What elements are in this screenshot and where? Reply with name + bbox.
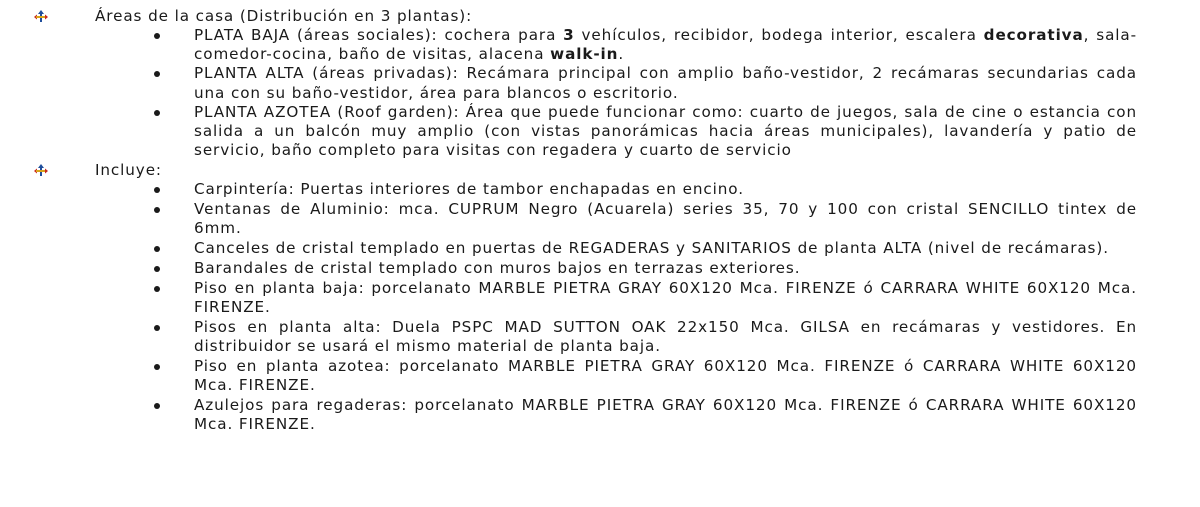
section-heading [0,160,1200,180]
list-item: Azulejos para regaderas: porcelanato MARBLE PIETRA GRAY 60X120 Mca. FIRENZE ó CARRARA WHITE 60X120 Mca. FIRENZE. [194,395,1137,434]
document-body [0,6,1200,435]
list-item: Ventanas de Aluminio: mca. CUPRUM Negro (Acuarela) series 35, 70 y 100 con cristal SENCILLO tintex de 6mm. [194,200,1137,238]
section-areas-de-la-casa [0,6,1200,160]
list-item: Piso en planta baja: porcelanato MARBLE PIETRA GRAY 60X120 Mca. FIRENZE ó CARRARA WHITE 60X120 Mca. FIRENZE. [194,278,1137,317]
list-item: Barandales de cristal templado con muros bajos en terrazas exteriores. [194,259,1137,278]
section-title: Incluye: [95,161,162,180]
list-item: Pisos en planta alta: Duela PSPC MAD SUTTON OAK 22x150 Mca. GILSA en recámaras y vestidores. En distribuidor se usará el mismo material de planta baja. [194,317,1137,356]
list-item: PLANTA ALTA (áreas privadas): Recámara principal con amplio baño-vestidor, 2 recámaras secundarias cada una con su baño-vestidor, área para blancos o escritorio. [194,64,1137,102]
bullet-list [0,26,1200,160]
section-incluye [0,160,1200,434]
list-item: Carpintería: Puertas interiores de tambor enchapadas en encino. [194,180,1137,199]
list-item: PLANTA AZOTEA (Roof garden): Área que puede funcionar como: cuarto de juegos, sala de cine o estancia con salida a un balcón muy amplio (con vistas panorámicas hacia áreas municipales), lavandería y patio de servicio, baño completo para visitas con regadera y cuarto de servicio [194,102,1137,160]
arrow-cross-icon [33,163,49,177]
list-item: PLATA BAJA (áreas sociales): cochera para 3 vehículos, recibidor, bodega interior, escalera decorativa, sala-comedor-cocina, baño de visitas, alacena walk-in. [194,26,1137,64]
section-title: Áreas de la casa (Distribución en 3 plantas): [95,7,473,25]
bullet-list [0,180,1200,434]
list-item: Canceles de cristal templado en puertas de REGADERAS y SANITARIOS de planta ALTA (nivel de recámaras). [194,239,1137,258]
arrow-cross-icon [33,9,49,23]
section-heading [0,6,1200,26]
list-item: Piso en planta azotea: porcelanato MARBLE PIETRA GRAY 60X120 Mca. FIRENZE ó CARRARA WHITE 60X120 Mca. FIRENZE. [194,356,1137,395]
